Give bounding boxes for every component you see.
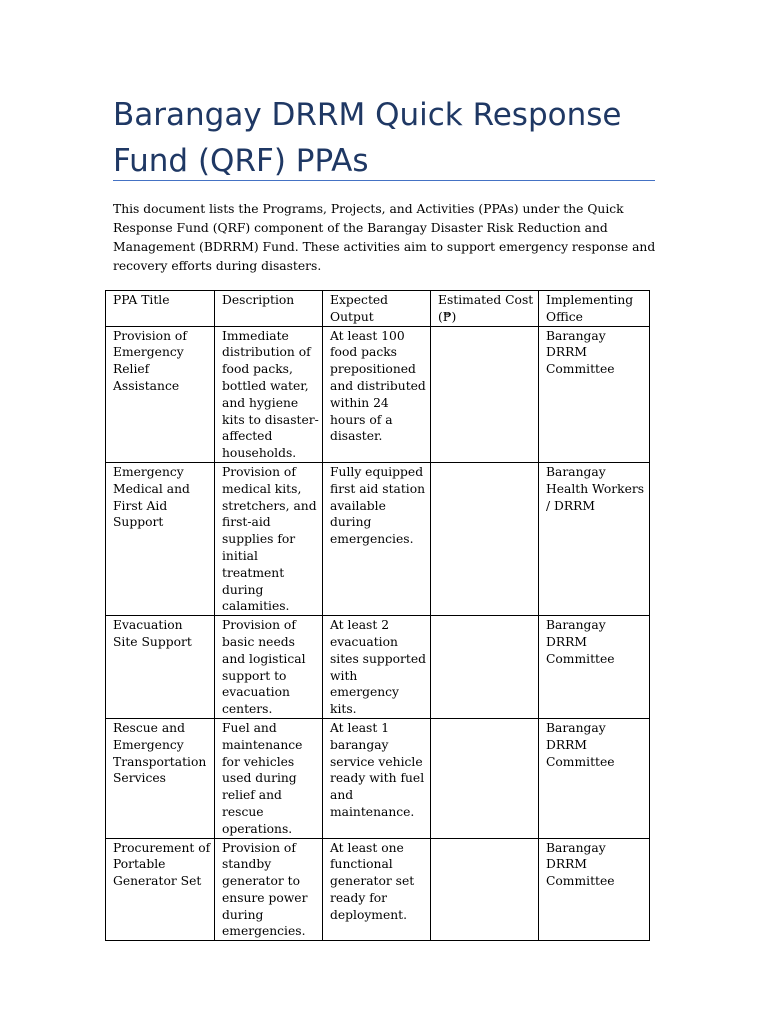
cell-expected-output: At least 2 evacuation sites supported with emergency kits. [323, 616, 431, 719]
title-underline [113, 180, 655, 181]
cell-implementing-office: Barangay DRRM Committee [539, 718, 650, 838]
cell-description: Provision of basic needs and logistical support to evacuation centers. [215, 616, 323, 719]
table-row [106, 462, 650, 615]
table-row [106, 838, 650, 941]
cell-ppa-title: Rescue and Emergency Transportation Services [106, 718, 215, 838]
header-description: Description [215, 291, 323, 327]
table-row [106, 718, 650, 838]
cell-estimated-cost [431, 326, 539, 462]
ppa-table [105, 290, 650, 941]
cell-ppa-title: Provision of Emergency Relief Assistance [106, 326, 215, 462]
table-header-row [106, 291, 650, 327]
cell-estimated-cost [431, 838, 539, 941]
header-estimated-cost: Estimated Cost (₱) [431, 291, 539, 327]
cell-estimated-cost [431, 616, 539, 719]
cell-ppa-title: Evacuation Site Support [106, 616, 215, 719]
table-row [106, 326, 650, 462]
cell-description: Fuel and maintenance for vehicles used during relief and rescue operations. [215, 718, 323, 838]
cell-implementing-office: Barangay DRRM Committee [539, 616, 650, 719]
cell-ppa-title: Procurement of Portable Generator Set [106, 838, 215, 941]
cell-expected-output: Fully equipped first aid station available during emergencies. [323, 462, 431, 615]
cell-expected-output: At least one functional generator set ready for deployment. [323, 838, 431, 941]
document-title: Barangay DRRM Quick Response Fund (QRF) PPAs [113, 97, 622, 179]
cell-expected-output: At least 1 barangay service vehicle ready with fuel and maintenance. [323, 718, 431, 838]
intro-paragraph: This document lists the Programs, Projects, and Activities (PPAs) under the Quick Response Fund (QRF) component of the Barangay Disaster Risk Reduction and Management (BDRRM) Fund. These activities aim to support emergency response and recovery efforts during disasters. [113, 202, 656, 273]
cell-description: Provision of medical kits, stretchers, and first-aid supplies for initial treatment during calamities. [215, 462, 323, 615]
cell-ppa-title: Emergency Medical and First Aid Support [106, 462, 215, 615]
cell-implementing-office: Barangay Health Workers / DRRM [539, 462, 650, 615]
header-implementing-office: Implementing Office [539, 291, 650, 327]
cell-description: Provision of standby generator to ensure power during emergencies. [215, 838, 323, 941]
cell-implementing-office: Barangay DRRM Committee [539, 326, 650, 462]
header-ppa-title: PPA Title [106, 291, 215, 327]
table-row [106, 616, 650, 719]
cell-expected-output: At least 100 food packs prepositioned and distributed within 24 hours of a disaster. [323, 326, 431, 462]
cell-description: Immediate distribution of food packs, bottled water, and hygiene kits to disaster-affected households. [215, 326, 323, 462]
header-expected-output: Expected Output [323, 291, 431, 327]
cell-estimated-cost [431, 718, 539, 838]
cell-estimated-cost [431, 462, 539, 615]
cell-implementing-office: Barangay DRRM Committee [539, 838, 650, 941]
